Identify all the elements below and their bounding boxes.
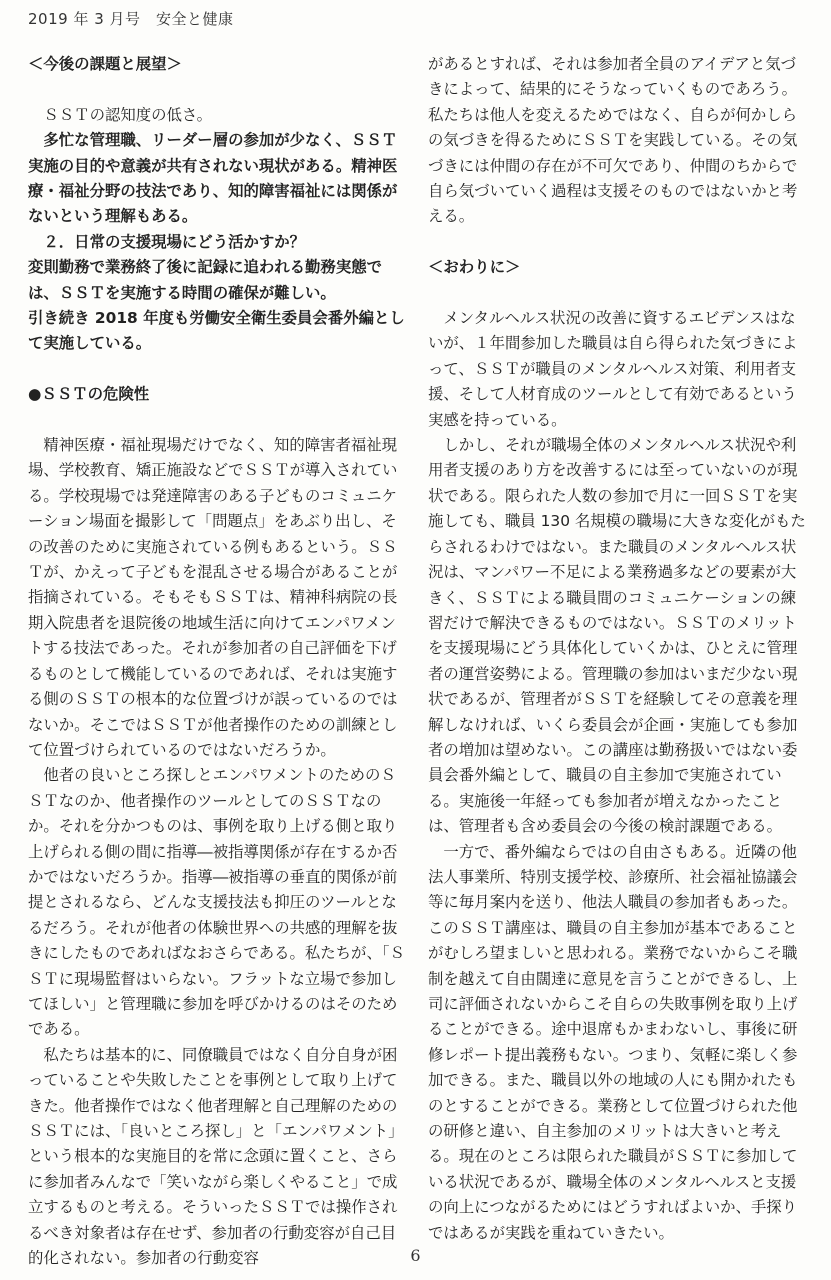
- section-heading-conclusion: ＜おわりに＞: [428, 258, 521, 277]
- issue-header: 2019 年 3 月号 安全と健康: [28, 10, 234, 28]
- issue-item-1: ＳＳＴの認知度の低さ。: [43, 105, 213, 124]
- left-column: [28, 50, 408, 1271]
- paragraph: 多忙な管理職、リーダー層の参加が少なく、ＳＳＴ実施の目的や意義が共有されない現状がある。精神医療・福祉分野の技法であり、知的障害福祉には関係がないという理解もある。: [28, 131, 398, 226]
- issue-item-2: ２．日常の支援現場にどう活かすか？: [43, 232, 306, 251]
- section-heading-risk: ●ＳＳＴの危険性: [28, 385, 150, 404]
- page-number: 6: [410, 1246, 421, 1265]
- paragraph: 引き続き 2018 年度も労働安全衛生委員会番外編として実施している。: [28, 309, 405, 353]
- paragraph: 一方で、番外編ならではの自由さもある。近隣の他法人事業所、特別支援学校、診療所、社会福祉協議会等に毎月案内を送り、他法人職員の参加者もあった。このＳＳＴ講座は、職員の自主参加が基本であることがむしろ望ましいと思われる。業務でないからこそ職制を越えて自由闊達に意見を言うことができるし、上司に評価されないからこそ自らの失敗事例を取り上げることができる。途中退席もかまわないし、事後に研修レポート提出義務もない。つまり、気軽に楽しく参加できる。また、職員以外の地域の人にも開かれたものとすることができる。業務として位置づけられた他の研修と違い、自主参加のメリットは大きいと考える。現在のところは限られた職員がＳＳＴに参加している状況であるが、職場全体のメンタルヘルスと支援の向上につながるためにはどうすればよいか、手探りではあるが実践を重ねていきたい。: [428, 842, 798, 1242]
- paragraph: 私たちは基本的に、同僚職員ではなく自分自身が困っていることや失敗したことを事例として取り上げてきた。他者操作ではなく他者理解と自己理解のためのＳＳＴには、「良いところ探し」と「エンパワメント」という根本的な実施目的を常に念頭に置くこと、さらに参加者みんなで「笑いながら楽しくやること」で成立するものと考える。そういったＳＳＴでは操作されるべき対象者は存在せず、参加者の行動変容が自己目的化されない。参加者の行動変容: [28, 1045, 404, 1268]
- paragraph: 精神医療・福祉現場だけでなく、知的障害者福祉現場、学校教育、矯正施設などでＳＳＴが導入されている。学校現場では発達障害のある子どものコミュニケーション場面を撮影して「問題点」をあぶり出し、その改善のために実施されている例もあるという。ＳＳＴが、かえって子どもを混乱させる場合があることが指摘されている。そもそもＳＳＴは、精神科病院の長期入院患者を退院後の地域生活に向けてエンパワメントする技法であった。それが参加者の自己評価を下げるものとして機能しているのであれば、それは実施する側のＳＳＴの根本的な位置づけが誤っているのではないか。そこではＳＳＴが他者操作のための訓練として位置づけられているのではないだろうか。: [28, 436, 398, 759]
- right-column: [428, 50, 808, 1246]
- paragraph: しかし、それが職場全体のメンタルヘルス状況や利用者支援のあり方を改善するには至っていないのが現状である。限られた人数の参加で月に一回ＳＳＴを実施しても、職員 130 名規模の職場に大きな変化がもたらされるわけではない。また職員のメンタルヘルス状況は、マンパワー不足による業務過多などの要素が大きく、ＳＳＴによる職員間のコミュニケーションの練習だけで解決できるものではない。ＳＳＴのメリットを支援現場にどう具体化していくかは、ひとえに管理者の運営姿勢による。管理職の参加はいまだ少ない現状であるが、管理者がＳＳＴを経験してその意義を理解しなければ、いくら委員会が企画・実施しても参加者の増加は望めない。この講座は勤務扱いではない委員会番外編として、職員の自主参加で実施されている。実施後一年経っても参加者が増えなかったことは、管理者も含め委員会の今後の検討課題である。: [428, 436, 806, 836]
- paragraph: があるとすれば、それは参加者全員のアイデアと気づきによって、結果的にそうなっていくものであろう。私たちは他人を変えるためではなく、自らが何かしらの気づきを得るためにＳＳＴを実践している。その気づきには仲間の存在が不可欠であり、仲間のちからで自ら気づいていく過程は支援そのものではないかと考える。: [428, 55, 798, 226]
- paragraph: メンタルヘルス状況の改善に資するエビデンスはないが、１年間参加した職員は自ら得られた気づきによって、ＳＳＴが職員のメンタルヘルス対策、利用者支援、そして人材育成のツールとして有効であるという実感を持っている。: [428, 309, 798, 429]
- paragraph: 他者の良いところ探しとエンパワメントのためのＳＳＴなのか、他者操作のツールとしてのＳＳＴなのか。それを分かつものは、事例を取り上げる側と取り上げられる側の間に指導―被指導関係が存在するか否かではないだろうか。指導―被指導の垂直的関係が前提とされるなら、どんな支援技法も抑圧のツールとなるだろう。それが他者の体験世界への共感的理解を抜きにしたものであればなおさらである。私たちが、「ＳＳＴに現場監督はいらない。フラットな立場で参加してほしい」と管理職に参加を呼びかけるのはそのためである。: [28, 766, 405, 1039]
- paragraph: 変則勤務で業務終了後に記録に追われる勤務実態では、ＳＳＴを実施する時間の確保が難しい。: [28, 258, 382, 302]
- section-heading-future: ＜今後の課題と展望＞: [28, 55, 182, 73]
